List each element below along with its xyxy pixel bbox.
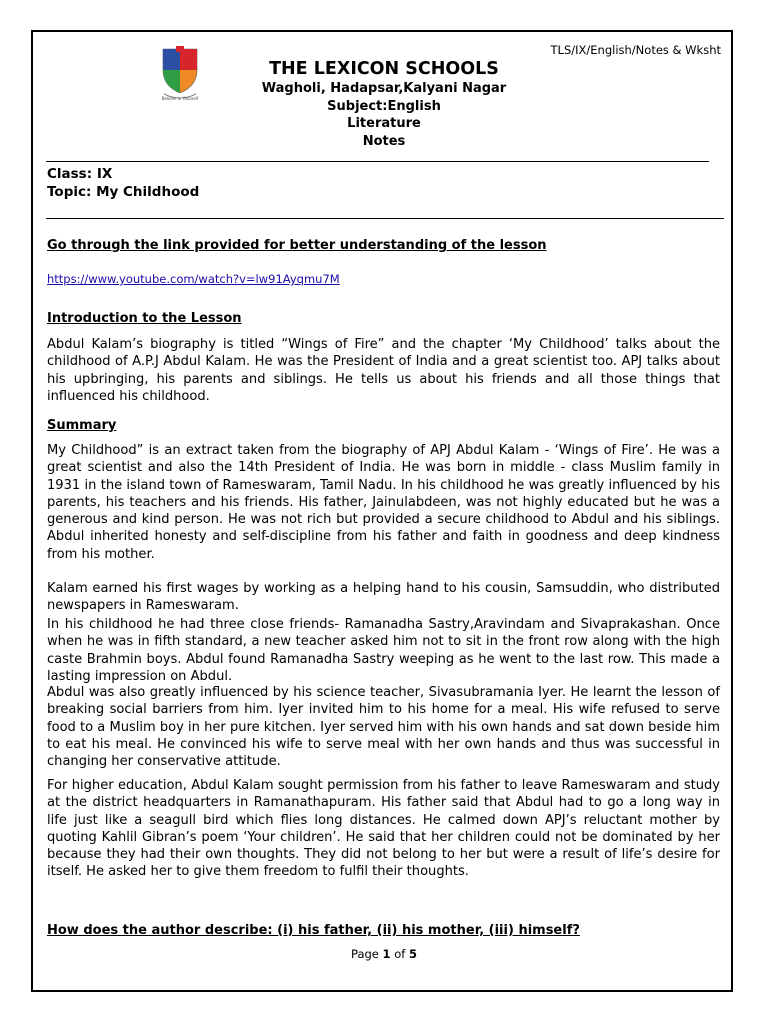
summary-paragraph-5: For higher education, Abdul Kalam sought permission from his father to leave Rameswaram and study at the district headquarters in Ramanathapuram. His father said that Abdul had to go a long way in life just like a seagull bird which flies long distances. He calmed down APJ’s reluctant mother by quoting Kahlil Gibran’s poem ‘Your children’. He said that her children could not be dominated by her because they had their own thoughts. They did not belong to her but were a result of life’s desire for itself. He asked her to give them freedom to fulfil their thoughts. (47, 778, 720, 880)
footer-page-word: Page (351, 947, 379, 961)
class-line: Class: IX (47, 166, 113, 182)
school-crest-logo (160, 44, 200, 102)
footer-page-total: 5 (408, 947, 417, 961)
school-locations: Wagholi, Hadapsar,Kalyani Nagar (261, 81, 507, 96)
link-section-heading: Go through the link provided for better understanding of the lesson (47, 238, 547, 253)
summary-paragraph-2: Kalam earned his first wages by working as a helping hand to his cousin, Samsuddin, who distributed newspapers in Rameswaram. (47, 581, 720, 614)
subject-line: Subject:English (327, 98, 441, 114)
doc-type-line: Notes (362, 133, 406, 149)
topic-divider (46, 218, 724, 219)
document-header (200, 58, 568, 150)
summary-paragraph-3: In his childhood he had three close friends- Ramanadha Sastry,Aravindam and Sivaprakashan. Once when he was in fifth standard, a new teacher asked him not to sit in the front row along with the high caste Brahmin boys. Abdul found Ramanadha Sastry weeping as he went to the last row. This made a lasting impression on Abdul. (47, 617, 720, 684)
school-name: THE LEXICON SCHOOLS (269, 59, 499, 79)
introduction-heading: Introduction to the Lesson (47, 311, 242, 326)
youtube-link[interactable]: https://www.youtube.com/watch?v=lw91Ayqmu7M (47, 272, 340, 286)
footer-page-current: 1 (382, 947, 391, 961)
footer-of-word: of (394, 947, 406, 961)
summary-paragraph-1: My Childhood” is an extract taken from the biography of APJ Abdul Kalam - ‘Wings of Fire’. He was a great scientist and also the 14th President of India. He was born in middle - class Muslim family in 1931 in the island town of Rameswaram, Tamil Nadu. In his childhood he was greatly influenced by his parents, his teachers and his friends. His father, Jainulabdeen, was not highly educated but he was a generous and kind person. He was not rich but provided a secure childhood to Abdul and his siblings. Abdul inherited honesty and self-discipline from his father and faith in goodness and deep kindness from his mother. (47, 443, 720, 562)
summary-heading: Summary (47, 418, 117, 433)
introduction-paragraph: Abdul Kalam’s biography is titled “Wings of Fire” and the chapter ‘My Childhood’ talks about the childhood of A.P.J Abdul Kalam. He was the President of India and a great scientist too. APJ talks about his upbringing, his parents and siblings. He tells us about his friends and all those things that influenced his childhood. (47, 337, 720, 404)
section-line: Literature (347, 116, 421, 131)
logo-motto: Believe in Yourself (161, 96, 199, 101)
header-divider (46, 161, 709, 162)
summary-paragraph-4: Abdul was also greatly influenced by his science teacher, Sivasubramania Iyer. He learnt the lesson of breaking social barriers from him. Iyer invited him to his home for a meal. His wife refused to serve food to a Muslim boy in her pure kitchen. Iyer served him with his own hands and sat down beside him to eat his meal. He convinced his wife to serve meal with her own hands and thus was successful in changing her conservative attitude. (47, 685, 720, 770)
topic-line: Topic: My Childhood (47, 184, 200, 200)
page-footer (0, 947, 768, 961)
question-heading: How does the author describe: (i) his father, (ii) his mother, (iii) himself? (47, 923, 580, 938)
reference-code: TLS/IX/English/Notes & Wksht (550, 43, 721, 57)
class-info (47, 165, 199, 201)
